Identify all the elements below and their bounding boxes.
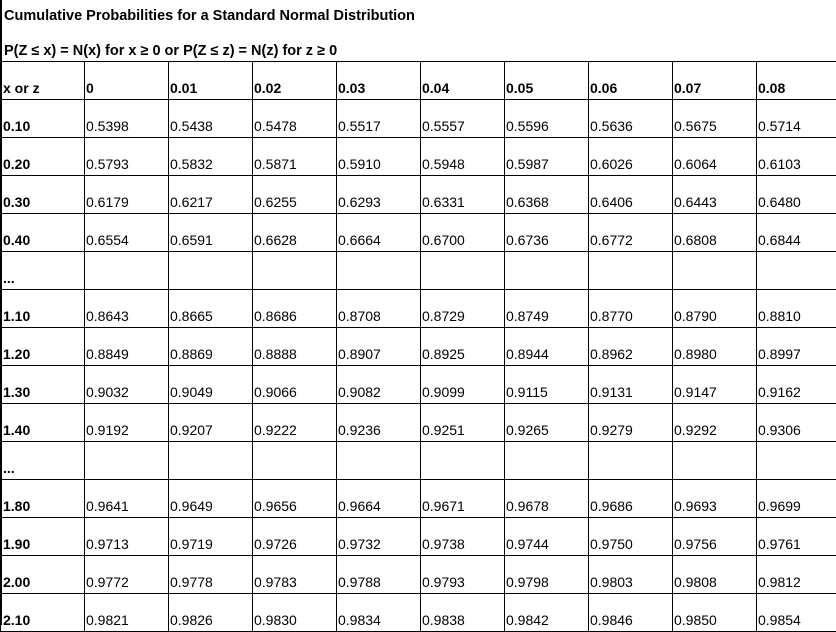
table-cell: 0.6591 <box>169 214 253 252</box>
table-cell: 0.9678 <box>505 480 589 518</box>
table-cell: 0.9761 <box>757 518 836 556</box>
table-cell: 0.9032 <box>85 366 169 404</box>
table-cell: 0.5987 <box>505 138 589 176</box>
table-cell: 0.6406 <box>589 176 673 214</box>
table-cell: 0.9265 <box>505 404 589 442</box>
table-row <box>1 404 836 442</box>
column-header: 0.08 <box>757 62 836 100</box>
table-cell: 0.9099 <box>421 366 505 404</box>
table-cell: 0.9306 <box>757 404 836 442</box>
table-cell <box>757 252 836 290</box>
table-row <box>1 214 836 252</box>
table-row <box>1 594 836 632</box>
table-cell: 0.9788 <box>337 556 421 594</box>
table-cell: 0.6331 <box>421 176 505 214</box>
row-label: 0.30 <box>1 176 85 214</box>
table-cell <box>253 252 337 290</box>
table-header-row <box>1 62 836 100</box>
table-cell: 0.9756 <box>673 518 757 556</box>
table-cell: 0.6064 <box>673 138 757 176</box>
row-label: 1.40 <box>1 404 85 442</box>
table-cell: 0.5557 <box>421 100 505 138</box>
table-cell <box>505 442 589 480</box>
table-cell: 0.5398 <box>85 100 169 138</box>
column-header: 0 <box>85 62 169 100</box>
table-cell: 0.9251 <box>421 404 505 442</box>
table-cell: 0.8643 <box>85 290 169 328</box>
table-cell: 0.9744 <box>505 518 589 556</box>
table-cell: 0.6443 <box>673 176 757 214</box>
table-cell: 0.9842 <box>505 594 589 632</box>
table-cell: 0.6293 <box>337 176 421 214</box>
probability-table <box>0 61 836 632</box>
table-cell: 0.9783 <box>253 556 337 594</box>
table-cell: 0.9732 <box>337 518 421 556</box>
table-cell: 0.9838 <box>421 594 505 632</box>
table-cell: 0.9641 <box>85 480 169 518</box>
table-cell: 0.8944 <box>505 328 589 366</box>
table-row <box>1 138 836 176</box>
table-cell: 0.9207 <box>169 404 253 442</box>
table-cell: 0.5910 <box>337 138 421 176</box>
table-cell: 0.9803 <box>589 556 673 594</box>
table-cell: 0.6628 <box>253 214 337 252</box>
table-cell: 0.9772 <box>85 556 169 594</box>
table-cell <box>757 442 836 480</box>
table-cell: 0.9162 <box>757 366 836 404</box>
table-row <box>1 328 836 366</box>
row-label: 0.20 <box>1 138 85 176</box>
table-cell: 0.9826 <box>169 594 253 632</box>
table-cell: 0.9793 <box>421 556 505 594</box>
table-cell: 0.9699 <box>757 480 836 518</box>
table-cell <box>421 252 505 290</box>
table-cell: 0.8810 <box>757 290 836 328</box>
column-header: 0.01 <box>169 62 253 100</box>
column-header: 0.04 <box>421 62 505 100</box>
table-cell: 0.8888 <box>253 328 337 366</box>
table-cell: 0.8729 <box>421 290 505 328</box>
table-row <box>1 556 836 594</box>
table-cell: 0.6217 <box>169 176 253 214</box>
table-cell <box>337 252 421 290</box>
table-cell: 0.5596 <box>505 100 589 138</box>
table-cell: 0.8907 <box>337 328 421 366</box>
column-header: 0.06 <box>589 62 673 100</box>
column-header: 0.05 <box>505 62 589 100</box>
table-title: Cumulative Probabilities for a Standard Normal Distribution <box>4 8 415 24</box>
table-cell: 0.6255 <box>253 176 337 214</box>
row-label: 1.10 <box>1 290 85 328</box>
table-cell: 0.9726 <box>253 518 337 556</box>
table-cell: 0.9798 <box>505 556 589 594</box>
table-cell: 0.9821 <box>85 594 169 632</box>
table-cell: 0.9693 <box>673 480 757 518</box>
table-cell: 0.9236 <box>337 404 421 442</box>
table-cell: 0.5714 <box>757 100 836 138</box>
row-label: ... <box>1 252 85 290</box>
table-body <box>1 100 836 632</box>
table-cell: 0.9664 <box>337 480 421 518</box>
table-cell: 0.9082 <box>337 366 421 404</box>
table-cell: 0.5793 <box>85 138 169 176</box>
table-cell: 0.9279 <box>589 404 673 442</box>
table-cell <box>85 442 169 480</box>
table-row <box>1 290 836 328</box>
column-header: 0.07 <box>673 62 757 100</box>
corner-label: x or z <box>1 62 85 100</box>
table-cell: 0.6179 <box>85 176 169 214</box>
table-cell: 0.8665 <box>169 290 253 328</box>
row-label: 1.20 <box>1 328 85 366</box>
table-cell: 0.9649 <box>169 480 253 518</box>
table-cell: 0.9808 <box>673 556 757 594</box>
table-cell: 0.9738 <box>421 518 505 556</box>
table-cell: 0.9049 <box>169 366 253 404</box>
row-label: 0.40 <box>1 214 85 252</box>
table-row <box>1 252 836 290</box>
table-cell <box>85 252 169 290</box>
table-cell: 0.9292 <box>673 404 757 442</box>
table-row <box>1 442 836 480</box>
table-cell: 0.9812 <box>757 556 836 594</box>
table-cell: 0.9713 <box>85 518 169 556</box>
table-cell <box>505 252 589 290</box>
table-cell: 0.8770 <box>589 290 673 328</box>
table-cell: 0.8980 <box>673 328 757 366</box>
table-cell: 0.6844 <box>757 214 836 252</box>
table-cell: 0.9671 <box>421 480 505 518</box>
row-label: 1.30 <box>1 366 85 404</box>
table-cell: 0.9686 <box>589 480 673 518</box>
table-cell <box>253 442 337 480</box>
column-header: 0.03 <box>337 62 421 100</box>
row-label: 1.80 <box>1 480 85 518</box>
table-cell: 0.9131 <box>589 366 673 404</box>
table-cell: 0.5517 <box>337 100 421 138</box>
table-cell: 0.8869 <box>169 328 253 366</box>
table-row <box>1 366 836 404</box>
table-row <box>1 176 836 214</box>
table-cell: 0.6480 <box>757 176 836 214</box>
table-cell: 0.8708 <box>337 290 421 328</box>
table-cell: 0.5478 <box>253 100 337 138</box>
table-cell: 0.8962 <box>589 328 673 366</box>
table-cell <box>589 252 673 290</box>
table-cell: 0.9656 <box>253 480 337 518</box>
table-cell: 0.9850 <box>673 594 757 632</box>
table-row <box>1 100 836 138</box>
table-cell: 0.9750 <box>589 518 673 556</box>
table-cell: 0.6664 <box>337 214 421 252</box>
table-cell: 0.8686 <box>253 290 337 328</box>
table-cell: 0.8997 <box>757 328 836 366</box>
column-header: 0.02 <box>253 62 337 100</box>
table-cell: 0.9147 <box>673 366 757 404</box>
table-cell: 0.6554 <box>85 214 169 252</box>
table-cell: 0.9719 <box>169 518 253 556</box>
table-cell: 0.9778 <box>169 556 253 594</box>
table-cell: 0.9854 <box>757 594 836 632</box>
row-label: 2.10 <box>1 594 85 632</box>
row-label: 2.00 <box>1 556 85 594</box>
row-label: ... <box>1 442 85 480</box>
table-cell <box>421 442 505 480</box>
table-cell <box>337 442 421 480</box>
table-cell <box>169 442 253 480</box>
table-cell: 0.6026 <box>589 138 673 176</box>
table-cell: 0.5636 <box>589 100 673 138</box>
table-cell: 0.9192 <box>85 404 169 442</box>
row-label: 0.10 <box>1 100 85 138</box>
table-cell: 0.6368 <box>505 176 589 214</box>
table-cell <box>589 442 673 480</box>
table-cell: 0.6772 <box>589 214 673 252</box>
table-cell <box>169 252 253 290</box>
table-cell: 0.6808 <box>673 214 757 252</box>
table-cell: 0.6736 <box>505 214 589 252</box>
table-cell: 0.8749 <box>505 290 589 328</box>
table-cell: 0.9846 <box>589 594 673 632</box>
table-cell: 0.5438 <box>169 100 253 138</box>
table-cell: 0.8790 <box>673 290 757 328</box>
table-cell: 0.6103 <box>757 138 836 176</box>
table-cell <box>673 442 757 480</box>
table-cell: 0.8925 <box>421 328 505 366</box>
table-row <box>1 518 836 556</box>
table-cell: 0.9830 <box>253 594 337 632</box>
table-cell: 0.9066 <box>253 366 337 404</box>
row-label: 1.90 <box>1 518 85 556</box>
table-cell: 0.5832 <box>169 138 253 176</box>
table-cell: 0.5675 <box>673 100 757 138</box>
table-cell: 0.9834 <box>337 594 421 632</box>
table-cell: 0.9115 <box>505 366 589 404</box>
table-cell: 0.6700 <box>421 214 505 252</box>
table-cell: 0.8849 <box>85 328 169 366</box>
table-subtitle: P(Z ≤ x) = N(x) for x ≥ 0 or P(Z ≤ z) = N(z) for z ≥ 0 <box>4 43 337 59</box>
table-cell: 0.5871 <box>253 138 337 176</box>
table-cell: 0.5948 <box>421 138 505 176</box>
table-row <box>1 480 836 518</box>
table-cell: 0.9222 <box>253 404 337 442</box>
table-cell <box>673 252 757 290</box>
